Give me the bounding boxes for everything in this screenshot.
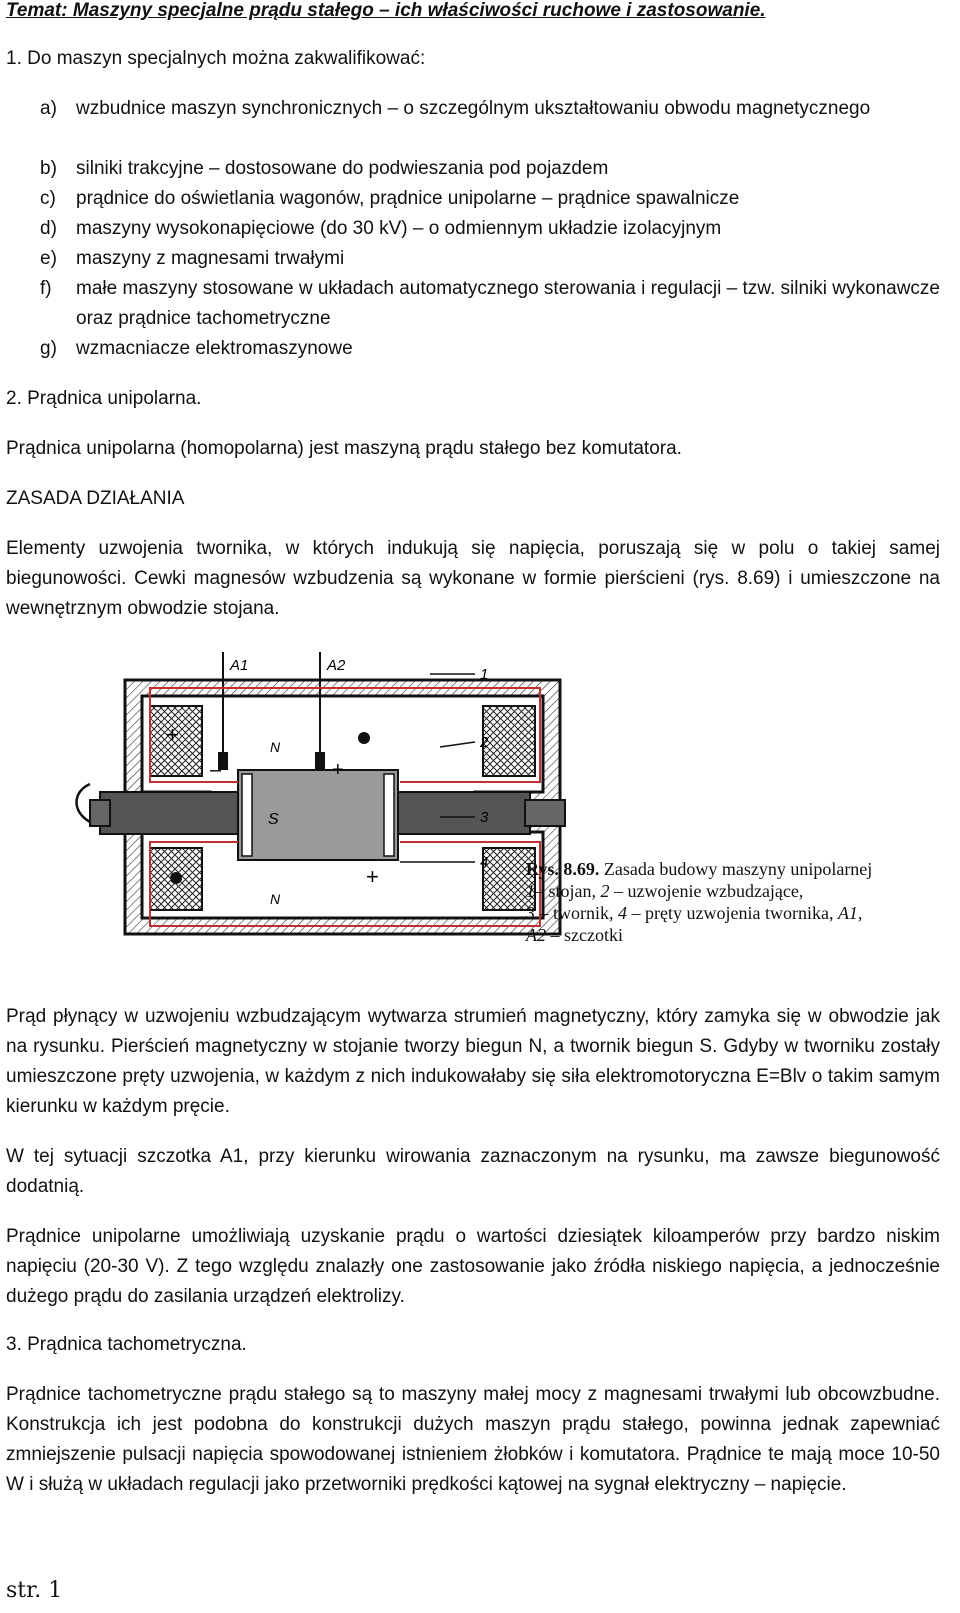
label-plus: + <box>332 759 344 781</box>
section3-heading: 3. Prądnica tachometryczna. <box>6 1334 247 1355</box>
shaft-end <box>525 800 565 826</box>
subheading: ZASADA DZIAŁANIA <box>6 488 185 509</box>
list-item-text: wzmacniacze elektromaszynowe <box>76 338 353 359</box>
label-2: 2 <box>480 734 489 751</box>
page-number: str. 1 <box>6 1578 63 1603</box>
caption-text: – stojan, <box>535 881 601 901</box>
label-n: N <box>270 891 281 907</box>
paragraph: Prądnica unipolarna (homopolarna) jest maszyną prądu stałego bez komutatora. <box>6 438 682 459</box>
list-item-label: b) <box>40 158 57 179</box>
brush <box>315 752 325 770</box>
caption-text: – szczotki <box>546 925 623 945</box>
list-item-label: c) <box>40 188 56 209</box>
caption-line: Zasada budowy maszyny unipolarnej <box>603 859 873 879</box>
label-4: 4 <box>480 854 489 871</box>
current-dot <box>170 872 182 884</box>
label-s: S <box>268 811 279 828</box>
paragraph: Prądnice tachometryczne prądu stałego są to maszyny małej mocy z magnesami trwałymi lub obcowzbudne. Konstrukcja ich jest podobna do konstrukcji dużych maszyn prądu stałego, powinna jednak zapewniać zmniejszenie pulsacji napięcia spowodowanej istnieniem żłobków i komutatora. Prądnice te mają moce 10-50 W i służą w układach regulacji jako przetworniki prędkości kątowej na sygnał elektryczny – napięcie. <box>6 1384 940 1495</box>
caption-text: – uzwojenie wzbudzające, <box>609 881 804 901</box>
armature <box>238 770 398 860</box>
current-dot <box>358 732 370 744</box>
label-minus: – <box>210 759 222 781</box>
page-title: Temat: Maszyny specjalne prądu stałego – ich właściwości ruchowe i zastosowanie. <box>6 0 766 21</box>
list-item-label: d) <box>40 218 57 239</box>
label-a1: A1 <box>230 657 249 674</box>
caption-num: 4 <box>618 903 627 923</box>
list-item-label: e) <box>40 248 57 269</box>
shaft-end <box>90 800 110 826</box>
paragraph: Elementy uzwojenia twornika, w których indukują się napięcia, poruszają się w polu o takiej samej biegunowości. Cewki magnesów wzbudzenia są wykonane w formie pierścieni (rys. 8.69) i umieszczone na wewnętrznym obwodzie stojana. <box>6 538 940 619</box>
caption-text: – pręty uzwojenia twornika, <box>627 903 838 923</box>
caption-text: – twornik, <box>535 903 618 923</box>
list-item-label: f) <box>40 278 52 299</box>
caption-num: 2 <box>600 881 610 901</box>
caption-num: A1, A2 <box>526 903 863 945</box>
list-item-text: maszyny wysokonapięciowe (do 30 kV) – o odmiennym układzie izolacyjnym <box>76 218 722 239</box>
paragraph: Prądnice unipolarne umożliwiają uzyskanie prądu o wartości dziesiątek kiloamperów przy bardzo niskim napięciu (20-30 V). Z tego względu znalazły one zastosowanie jako źródła niskiego napięcia, a jednocześnie dużego prądu do zasilania urządzeń elektrolizy. <box>6 1226 940 1307</box>
label-n: N <box>270 739 281 755</box>
list-item-label: g) <box>40 338 57 359</box>
label-3: 3 <box>480 809 489 826</box>
label-plus: + <box>366 864 379 889</box>
list-item <box>40 274 940 334</box>
caption-head: Rys. 8.69. <box>526 859 600 879</box>
section1-heading: 1. Do maszyn specjalnych można zakwalifikować: <box>6 48 426 69</box>
paragraph: Prąd płynący w uzwojeniu wzbudzającym wytwarza strumień magnetyczny, który zamyka się w obwodzie jak na rysunku. Pierścień magnetyczny w stojanie tworzy biegun N, a twornik biegun S. Gdyby w tworniku zostały umieszczone pręty uzwojenia, w każdym z nich indukowałaby się siła elektromotoryczna E=Blv o takim samym kierunku w każdym pręcie. <box>6 1006 940 1117</box>
section2-heading: 2. Prądnica unipolarna. <box>6 388 202 409</box>
list-item <box>40 94 940 154</box>
list-item-label: a) <box>40 98 57 119</box>
figure-caption <box>526 858 886 946</box>
list-item-text: małe maszyny stosowane w układach automatycznego sterowania i regulacji – tzw. silniki wykonawcze oraz prądnice tachometryczne <box>76 278 940 329</box>
rotation-arrow <box>77 784 91 822</box>
excitation-coil <box>483 706 535 776</box>
paragraph: W tej sytuacji szczotka A1, przy kierunku wirowania zaznaczonym na rysunku, ma zawsze biegunowość dodatnią. <box>6 1146 940 1197</box>
caption-num: 1 <box>526 881 535 901</box>
label-a2: A2 <box>327 657 346 674</box>
list-item-text: silniki trakcyjne – dostosowane do podwieszania pod pojazdem <box>76 158 609 179</box>
list-item-text: maszyny z magnesami trwałymi <box>76 248 345 269</box>
list-item-text: wzbudnice maszyn synchronicznych – o szczególnym ukształtowaniu obwodu magnetycznego <box>76 98 871 119</box>
caption-num: 3 <box>526 903 535 923</box>
label-1: 1 <box>480 666 489 683</box>
list-item-text: prądnice do oświetlania wagonów, prądnice unipolarne – prądnice spawalnicze <box>76 188 740 209</box>
label-plus: + <box>166 722 179 747</box>
